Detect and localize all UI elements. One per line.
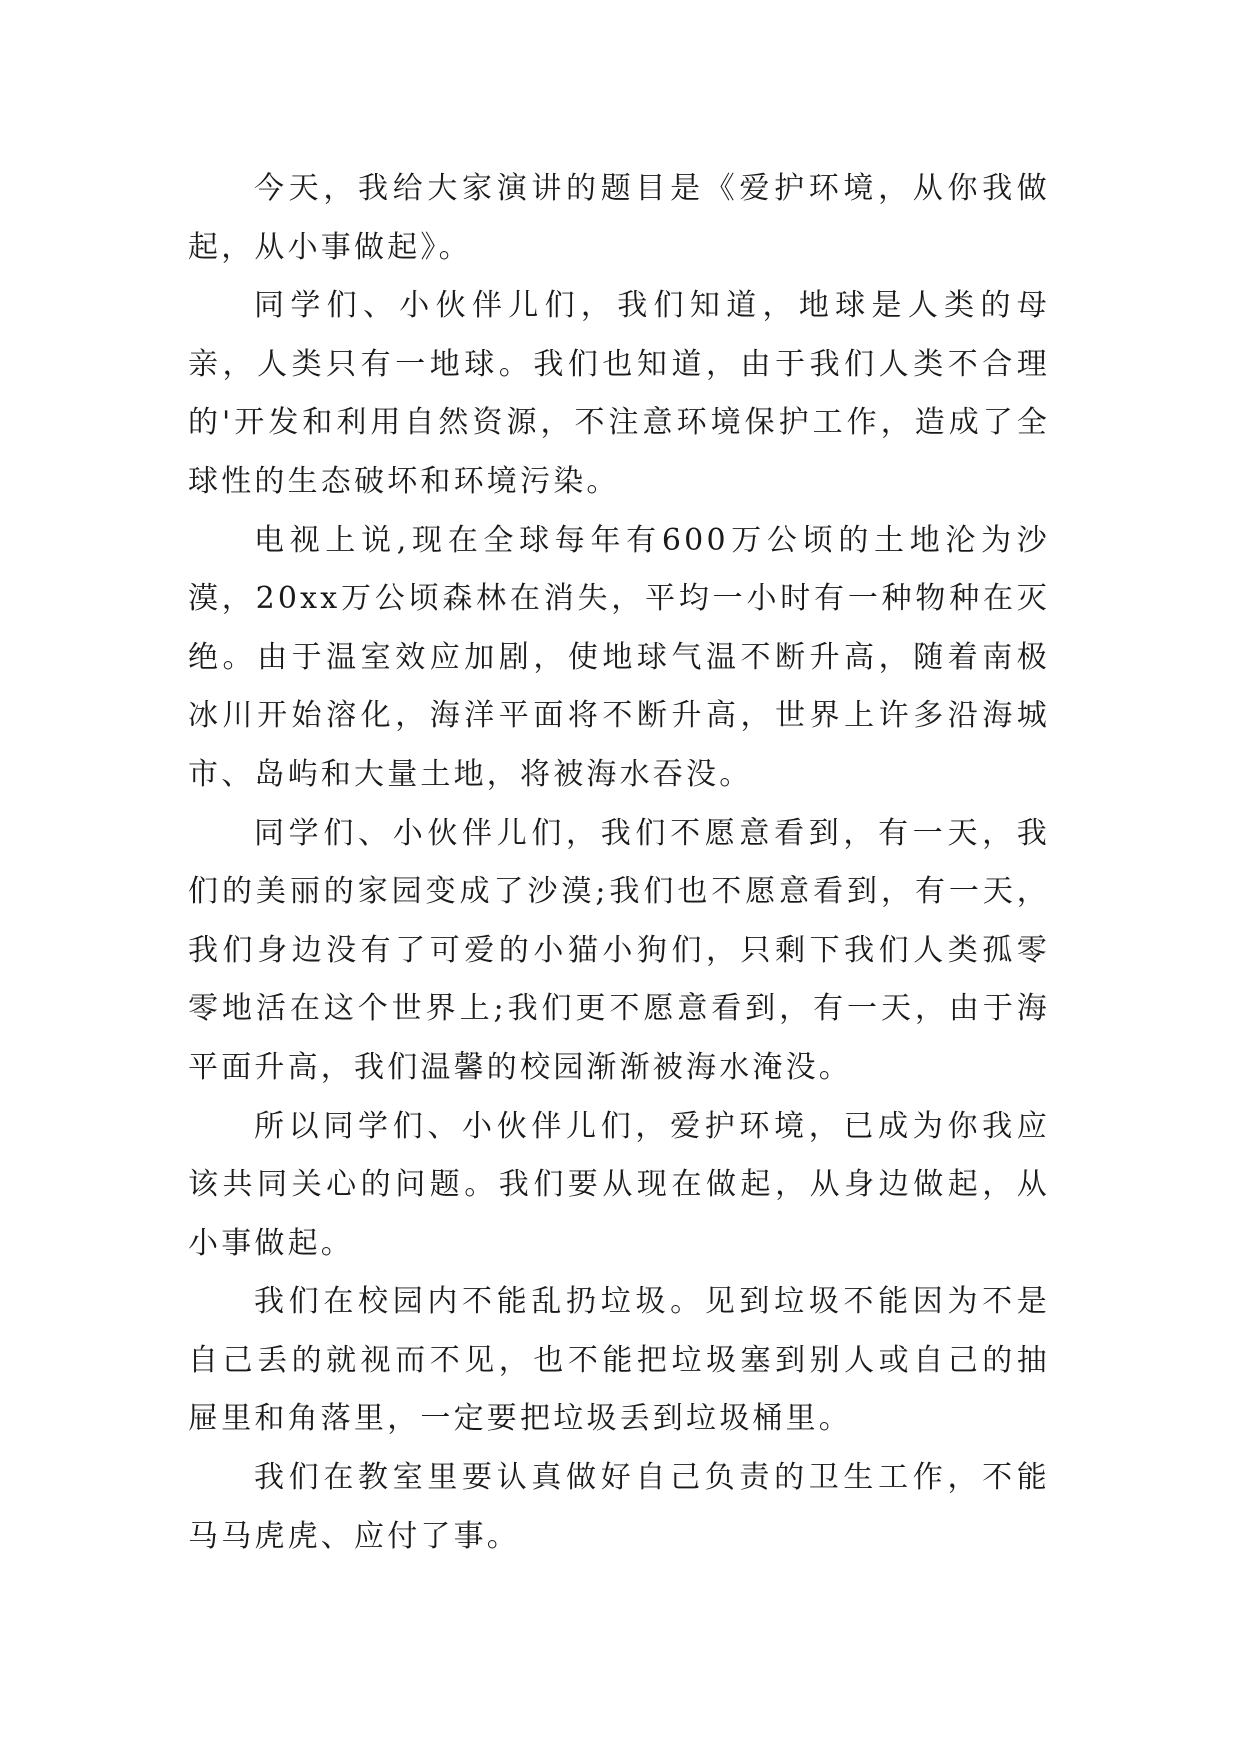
paragraph-5: 所以同学们、小伙伴儿们，爱护环境，已成为你我应该共同关心的问题。我们要从现在做起，从身边做起，从小事做起。 (188, 1108, 1050, 1261)
paragraph-4: 同学们、小伙伴儿们，我们不愿意看到，有一天，我们的美丽的家园变成了沙漠;我们也不愿意看到，有一天，我们身边没有了可爱的小猫小狗们，只剩下我们人类孤零零地活在这个世界上;我们更不愿意看到，有一天，由于海平面升高，我们温馨的校园渐渐被海水淹没。 (188, 815, 1050, 1085)
paragraph-7: 我们在教室里要认真做好自己负责的卫生工作，不能马马虎虎、应付了事。 (188, 1460, 1050, 1554)
paragraph-2: 同学们、小伙伴儿们，我们知道，地球是人类的母亲，人类只有一地球。我们也知道，由于我们人类不合理的'开发和利用自然资源，不注意环境保护工作，造成了全球性的生态破坏和环境污染。 (188, 288, 1050, 499)
document-page (188, 160, 1050, 1566)
paragraph-6: 我们在校园内不能乱扔垃圾。见到垃圾不能因为不是自己丢的就视而不见，也不能把垃圾塞到别人或自己的抽屉里和角落里，一定要把垃圾丢到垃圾桶里。 (188, 1284, 1050, 1437)
paragraph-1: 今天，我给大家演讲的题目是《爱护环境，从你我做起，从小事做起》。 (188, 171, 1050, 265)
paragraph-3: 电视上说,现在全球每年有600万公顷的土地沦为沙漠，20xx万公顷森林在消失，平均一小时有一种物种在灭绝。由于温室效应加剧，使地球气温不断升高，随着南极冰川开始溶化，海洋平面将不断升高，世界上许多沿海城市、岛屿和大量土地，将被海水吞没。 (188, 522, 1050, 792)
